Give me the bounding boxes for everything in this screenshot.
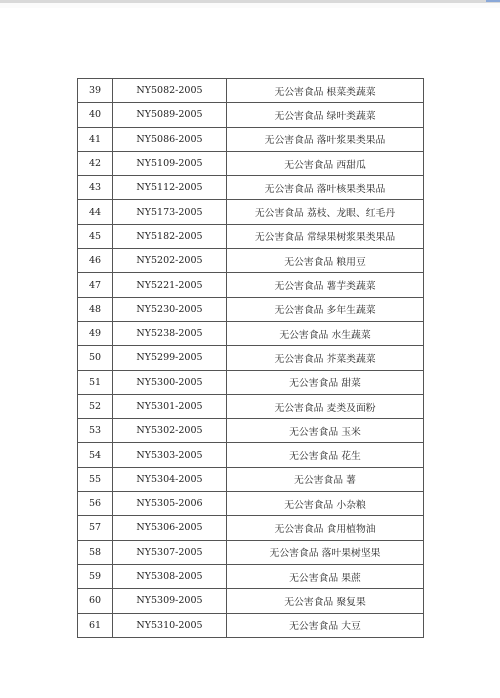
standard-code: NY5202-2005: [113, 249, 227, 273]
row-number: 53: [78, 419, 113, 443]
table-row: [78, 443, 424, 467]
standard-code: NY5303-2005: [113, 443, 227, 467]
standard-code: NY5310-2005: [113, 613, 227, 637]
row-number: 49: [78, 321, 113, 345]
standard-code: NY5221-2005: [113, 273, 227, 297]
table-row: [78, 297, 424, 321]
row-number: 43: [78, 176, 113, 200]
standard-title: 无公害食品 绿叶类蔬菜: [227, 103, 424, 127]
standard-code: NY5182-2005: [113, 224, 227, 248]
standard-code: NY5173-2005: [113, 200, 227, 224]
row-number: 58: [78, 540, 113, 564]
row-number: 51: [78, 370, 113, 394]
row-number: 52: [78, 394, 113, 418]
standard-code: NY5299-2005: [113, 346, 227, 370]
standard-title: 无公害食品 麦类及面粉: [227, 394, 424, 418]
table-row: [78, 589, 424, 613]
standard-code: NY5082-2005: [113, 79, 227, 103]
standard-code: NY5238-2005: [113, 321, 227, 345]
row-number: 40: [78, 103, 113, 127]
table-row: [78, 103, 424, 127]
table-row: [78, 127, 424, 151]
standards-table-body: [78, 79, 424, 638]
standard-title: 无公害食品 玉米: [227, 419, 424, 443]
table-row: [78, 273, 424, 297]
row-number: 39: [78, 79, 113, 103]
table-row: [78, 224, 424, 248]
standard-title: 无公害食品 甜菜: [227, 370, 424, 394]
standard-title: 无公害食品 西甜瓜: [227, 151, 424, 175]
row-number: 50: [78, 346, 113, 370]
row-number: 41: [78, 127, 113, 151]
table-row: [78, 249, 424, 273]
row-number: 59: [78, 564, 113, 588]
table-row: [78, 613, 424, 637]
table-row: [78, 394, 424, 418]
table-row: [78, 540, 424, 564]
row-number: 60: [78, 589, 113, 613]
standard-title: 无公害食品 食用植物油: [227, 516, 424, 540]
standard-title: 无公害食品 常绿果树浆果类果品: [227, 224, 424, 248]
standard-title: 无公害食品 聚复果: [227, 589, 424, 613]
standard-title: 无公害食品 薯芋类蔬菜: [227, 273, 424, 297]
table-row: [78, 321, 424, 345]
row-number: 46: [78, 249, 113, 273]
row-number: 47: [78, 273, 113, 297]
table-row: [78, 151, 424, 175]
standard-code: NY5109-2005: [113, 151, 227, 175]
row-number: 45: [78, 224, 113, 248]
table-row: [78, 346, 424, 370]
table-row: [78, 419, 424, 443]
row-number: 55: [78, 467, 113, 491]
row-number: 42: [78, 151, 113, 175]
standard-code: NY5112-2005: [113, 176, 227, 200]
standard-code: NY5308-2005: [113, 564, 227, 588]
table-row: [78, 200, 424, 224]
standard-title: 无公害食品 薯: [227, 467, 424, 491]
row-number: 44: [78, 200, 113, 224]
standard-title: 无公害食品 水生蔬菜: [227, 321, 424, 345]
row-number: 48: [78, 297, 113, 321]
table-row: [78, 467, 424, 491]
table-row: [78, 79, 424, 103]
standard-code: NY5302-2005: [113, 419, 227, 443]
row-number: 54: [78, 443, 113, 467]
standard-code: NY5300-2005: [113, 370, 227, 394]
standard-code: NY5230-2005: [113, 297, 227, 321]
row-number: 61: [78, 613, 113, 637]
table-row: [78, 516, 424, 540]
standard-title: 无公害食品 根菜类蔬菜: [227, 79, 424, 103]
standard-title: 无公害食品 小杂粮: [227, 492, 424, 516]
standard-code: NY5301-2005: [113, 394, 227, 418]
table-row: [78, 564, 424, 588]
standard-code: NY5305-2006: [113, 492, 227, 516]
row-number: 57: [78, 516, 113, 540]
standard-code: NY5306-2005: [113, 516, 227, 540]
row-number: 56: [78, 492, 113, 516]
standards-table: [77, 78, 424, 638]
standard-title: 无公害食品 大豆: [227, 613, 424, 637]
standard-title: 无公害食品 果蔗: [227, 564, 424, 588]
standard-title: 无公害食品 落叶浆果类果品: [227, 127, 424, 151]
standard-code: NY5089-2005: [113, 103, 227, 127]
table-row: [78, 176, 424, 200]
document-page: [0, 8, 500, 698]
table-row: [78, 492, 424, 516]
standard-title: 无公害食品 多年生蔬菜: [227, 297, 424, 321]
standard-title: 无公害食品 荔枝、龙眼、红毛丹: [227, 200, 424, 224]
standard-title: 无公害食品 粮用豆: [227, 249, 424, 273]
standard-code: NY5307-2005: [113, 540, 227, 564]
standard-code: NY5309-2005: [113, 589, 227, 613]
standard-code: NY5304-2005: [113, 467, 227, 491]
standard-title: 无公害食品 落叶果树坚果: [227, 540, 424, 564]
standard-title: 无公害食品 落叶核果类果品: [227, 176, 424, 200]
table-row: [78, 370, 424, 394]
standard-code: NY5086-2005: [113, 127, 227, 151]
top-accent-line: [486, 0, 500, 2]
standard-title: 无公害食品 芥菜类蔬菜: [227, 346, 424, 370]
top-border: [0, 0, 500, 3]
standard-title: 无公害食品 花生: [227, 443, 424, 467]
